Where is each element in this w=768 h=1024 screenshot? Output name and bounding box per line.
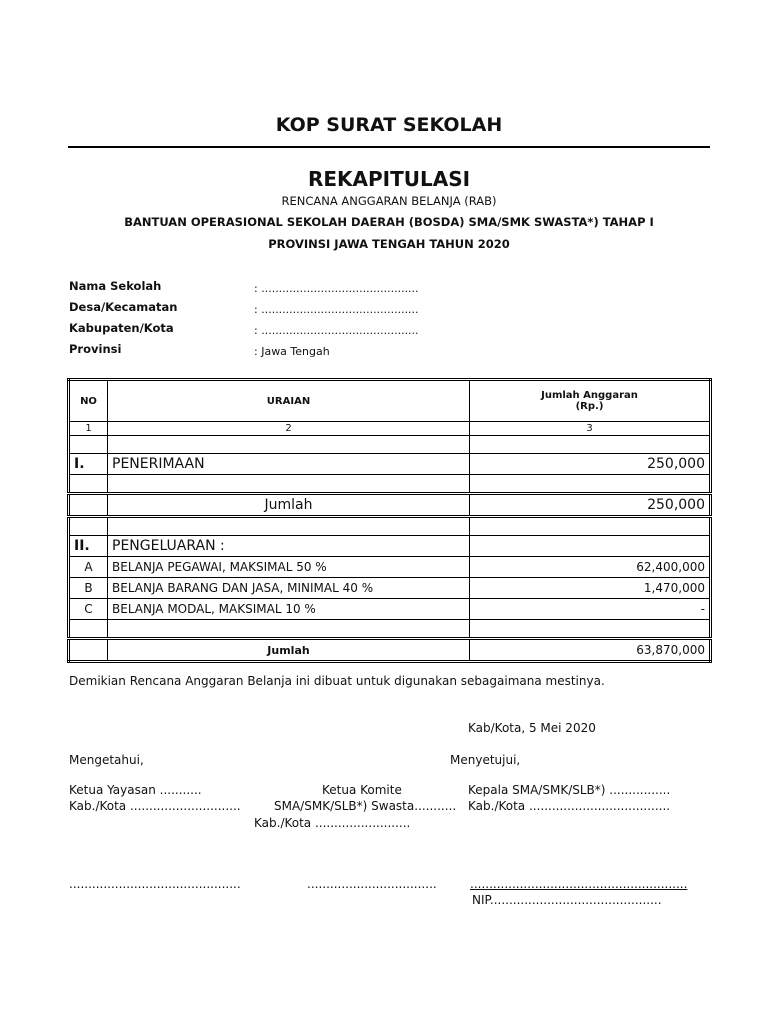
- header-uraian: URAIAN: [108, 380, 470, 422]
- table-row: [69, 517, 711, 536]
- header-jumlah-line2: (Rp.): [575, 401, 604, 412]
- header-jumlah: [470, 380, 711, 422]
- subtitle-province: PROVINSI JAWA TENGAH TAHUN 2020: [268, 237, 510, 251]
- signature-line-yayasan: .............................................: [69, 877, 241, 891]
- document-title: REKAPITULASI: [307, 167, 471, 191]
- table-row: [69, 436, 711, 454]
- table-header-row: [69, 380, 711, 422]
- row-amount: 250,000: [470, 454, 711, 475]
- table-row: [69, 620, 711, 639]
- row-uraian: BELANJA MODAL, MAKSIMAL 10 %: [108, 599, 470, 620]
- menyetujui-label: Menyetujui,: [450, 753, 521, 767]
- row-no: I.: [69, 454, 108, 475]
- budget-table: [67, 378, 712, 663]
- komite-kabkota: Kab./Kota .........................: [254, 816, 411, 830]
- place-date: Kab/Kota, 5 Mei 2020: [468, 721, 596, 735]
- row-no: II.: [69, 536, 108, 557]
- signature-line-komite: ..................................: [307, 877, 437, 891]
- col-number-1: 1: [69, 422, 108, 436]
- label-desa-kecamatan: Desa/Kecamatan: [69, 300, 178, 314]
- ketua-yayasan: Ketua Yayasan ...........: [69, 783, 202, 797]
- row-uraian: BELANJA PEGAWAI, MAKSIMAL 50 %: [108, 557, 470, 578]
- row-uraian: Jumlah: [108, 494, 470, 517]
- table-row-a: [69, 557, 711, 578]
- label-nama-sekolah: Nama Sekolah: [69, 279, 162, 293]
- table-row-c: [69, 599, 711, 620]
- value-provinsi: : Jawa Tengah: [254, 345, 330, 358]
- closing-note: Demikian Rencana Anggaran Belanja ini dibuat untuk digunakan sebagaimana mestinya.: [69, 674, 605, 688]
- table-row-b: [69, 578, 711, 599]
- row-no: C: [69, 599, 108, 620]
- header-jumlah-line1: Jumlah Anggaran: [541, 390, 638, 401]
- signature-line-kepala: .........................................................: [470, 877, 688, 891]
- subtitle-bosda: BANTUAN OPERASIONAL SEKOLAH DAERAH (BOSDA) SMA/SMK SWASTA*) TAHAP I: [124, 215, 654, 229]
- kepala-kabkota: Kab./Kota .....................................: [468, 799, 671, 813]
- yayasan-kabkota: Kab./Kota .............................: [69, 799, 241, 813]
- subtitle-rab: RENCANA ANGGARAN BELANJA (RAB): [281, 194, 497, 208]
- row-amount: 250,000: [470, 494, 711, 517]
- header-rule: [68, 146, 710, 148]
- value-desa-kecamatan: : .............................................: [254, 303, 419, 316]
- label-kabupaten-kota: Kabupaten/Kota: [69, 321, 174, 335]
- header-no: NO: [69, 380, 108, 422]
- table-row-jumlah-penerimaan: [69, 494, 711, 517]
- row-amount: 1,470,000: [470, 578, 711, 599]
- row-no: B: [69, 578, 108, 599]
- column-number-row: [69, 422, 711, 436]
- row-no: A: [69, 557, 108, 578]
- row-uraian: BELANJA BARANG DAN JASA, MINIMAL 40 %: [108, 578, 470, 599]
- label-provinsi: Provinsi: [69, 342, 122, 356]
- komite-sekolah: SMA/SMK/SLB*) Swasta...........: [274, 799, 457, 813]
- ketua-komite: Ketua Komite: [322, 783, 402, 797]
- table-row-pengeluaran: [69, 536, 711, 557]
- row-uraian: PENGELUARAN :: [108, 536, 470, 557]
- row-uraian: PENERIMAAN: [108, 454, 470, 475]
- letterhead: KOP SURAT SEKOLAH: [275, 114, 503, 136]
- col-number-2: 2: [108, 422, 470, 436]
- value-kabupaten-kota: : .............................................: [254, 324, 419, 337]
- table-row: [69, 475, 711, 494]
- value-nama-sekolah: : .............................................: [254, 282, 419, 295]
- row-amount: 63,870,000: [470, 639, 711, 662]
- table-row-penerimaan: [69, 454, 711, 475]
- row-amount: 62,400,000: [470, 557, 711, 578]
- kepala-sekolah: Kepala SMA/SMK/SLB*) ................: [468, 783, 671, 797]
- row-amount: -: [470, 599, 711, 620]
- row-uraian: Jumlah: [108, 639, 470, 662]
- table-row-jumlah-total: [69, 639, 711, 662]
- nip-line: NIP.............................................: [472, 893, 662, 907]
- mengetahui-label: Mengetahui,: [69, 753, 144, 767]
- col-number-3: 3: [470, 422, 711, 436]
